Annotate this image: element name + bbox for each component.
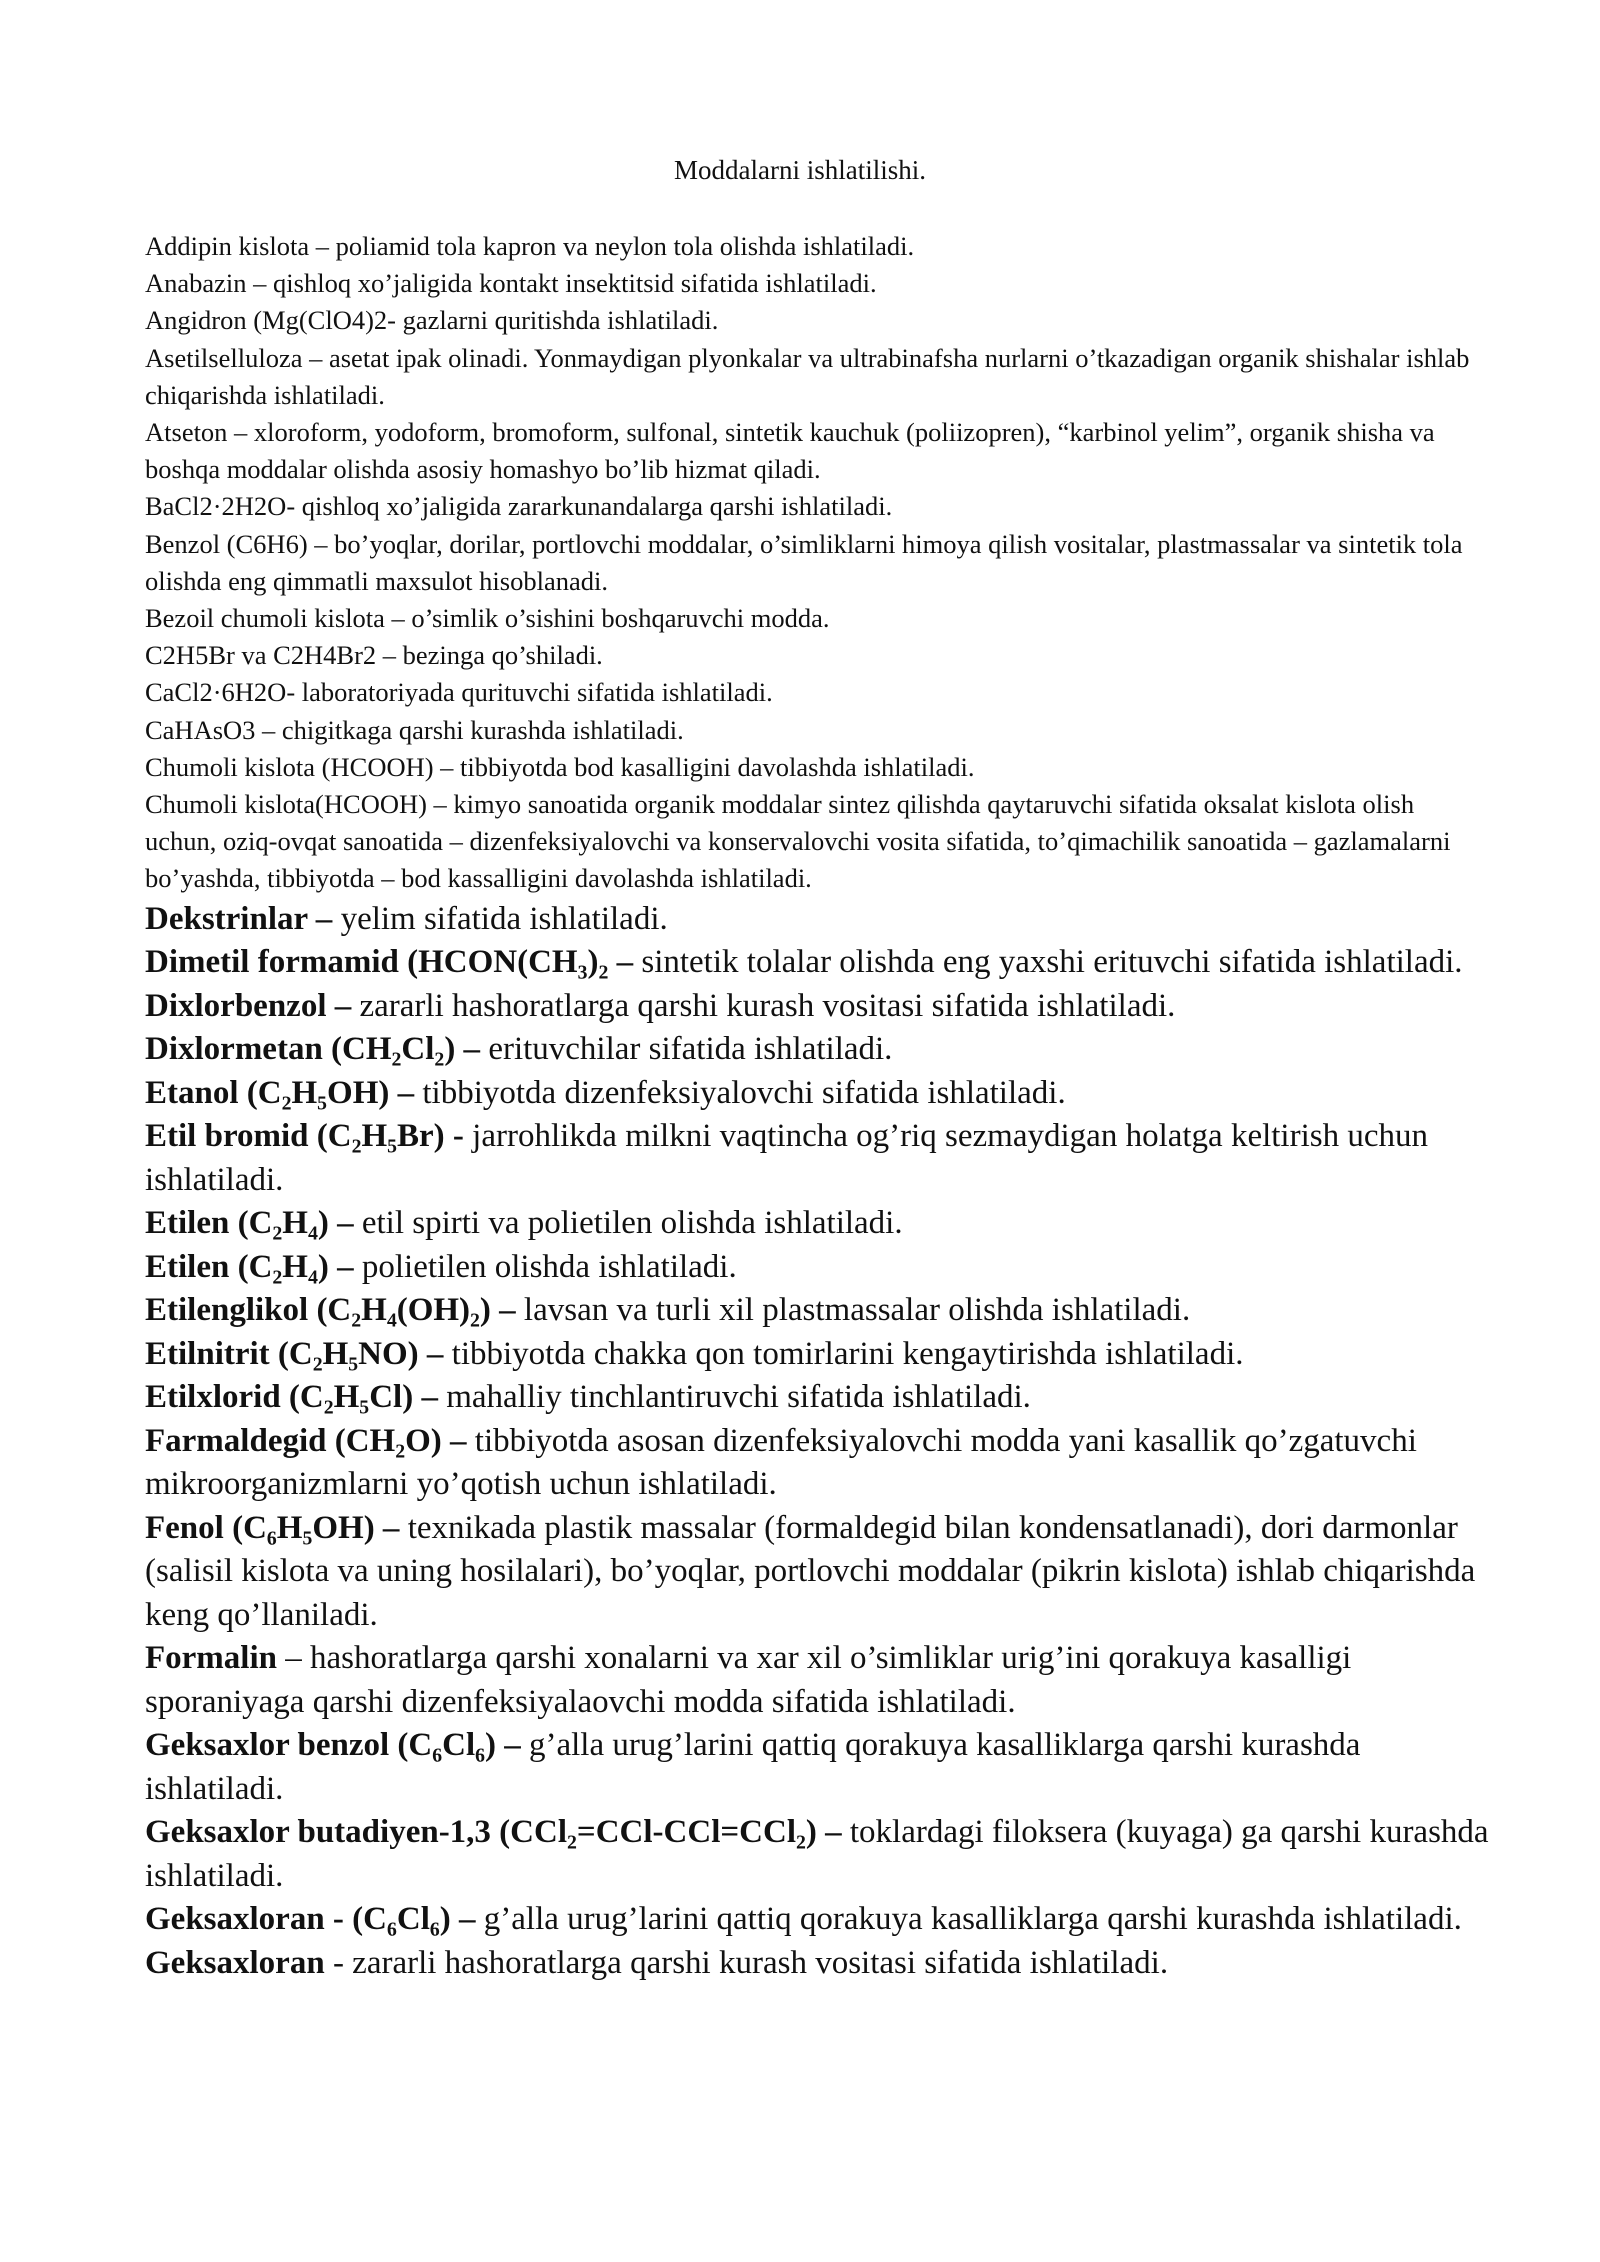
entry-term: Etilen (C₂H₄) – bbox=[145, 1205, 354, 1242]
entry-anabazin: Anabazin – qishloq xo’jaligida kontakt insektitsid sifatida ishlatiladi. bbox=[145, 268, 877, 299]
entry-term: Etilenglikol (C₂H₄(OH)₂) – bbox=[145, 1292, 516, 1329]
entry-geksaxlor-benzol bbox=[145, 1724, 1490, 1811]
entry-term: Geksaxloran bbox=[145, 1944, 325, 1981]
entry-text: tibbiyotda asosan dizenfeksiyalovchi modda yani kasallik qo’zgatuvchi mikroorganizmlarni yo’qotish uchun ishlatiladi. bbox=[145, 1422, 1417, 1503]
document-body bbox=[145, 228, 1490, 1985]
entry-benzol: Benzol (C6H6) – bo’yoqlar, dorilar, portlovchi moddalar, o’simliklarni himoya qilish vositalar, plastmassalar va sintetik tola olishda eng qimmatli maxsulot hisoblanadi. bbox=[145, 528, 1463, 596]
entry-text: yelim sifatida ishlatiladi. bbox=[332, 900, 668, 937]
entry-bezoil: Bezoil chumoli kislota – o’simlik o’sishini boshqaruvchi modda. bbox=[145, 603, 830, 634]
entry-etilnitrit bbox=[145, 1333, 1490, 1377]
entry-formalin bbox=[145, 1637, 1490, 1724]
entry-dixlormetan bbox=[145, 1028, 1490, 1072]
entry-term: Dimetil formamid (HCON(CH₃)₂ – bbox=[145, 944, 634, 981]
entry-text: g’alla urug’larini qattiq qorakuya kasalliklarga qarshi kurashda ishlatiladi. bbox=[475, 1901, 1462, 1938]
entry-text: erituvchilar sifatida ishlatiladi. bbox=[480, 1031, 893, 1068]
entry-term: Formalin bbox=[145, 1640, 277, 1677]
entry-text: tibbiyotda dizenfeksiyalovchi sifatida ishlatiladi. bbox=[414, 1074, 1066, 1111]
entry-geksaxlor-butadiyen bbox=[145, 1811, 1490, 1898]
entry-geksaxloran-2 bbox=[145, 1942, 1490, 1986]
entry-atseton: Atseton – xloroform, yodoform, bromoform, sulfonal, sintetik kauchuk (poliizopren), “karbinol yelim”, organik shisha va boshqa moddalar olishda asosiy homashyo bo’lib hizmat qiladi. bbox=[145, 417, 1435, 485]
entry-text: mahalliy tinchlantiruvchi sifatida ishlatiladi. bbox=[437, 1379, 1031, 1416]
entry-fenol bbox=[145, 1507, 1490, 1638]
entry-addipin: Addipin kislota – poliamid tola kapron va neylon tola olishda ishlatiladi. bbox=[145, 231, 915, 261]
entry-term: Etilen (C₂H₄) – bbox=[145, 1248, 354, 1285]
entry-term: Geksaxlor butadiyen-1,3 (CCl₂=CCl-CCl=CCl₂) – bbox=[145, 1814, 842, 1851]
entry-text: – hashoratlarga qarshi xonalarni va xar xil o’simliklar urig’ini qorakuya kasalligi sporaniyaga qarshi dizenfeksiyalaovchi modda sifatida ishlatiladi. bbox=[145, 1640, 1352, 1720]
entry-term: Dekstrinlar – bbox=[145, 900, 333, 937]
entry-etilenglikol bbox=[145, 1289, 1490, 1333]
entry-farmaldegid bbox=[145, 1420, 1490, 1507]
entry-dekstrinlar bbox=[145, 898, 1490, 942]
entry-text: zararli hashoratlarga qarshi kurash vositasi sifatida ishlatiladi. bbox=[351, 987, 1176, 1024]
entry-term: Etil bromid (C₂H₅Br) - bbox=[145, 1118, 464, 1155]
entry-cahaso3: CaHAsO3 – chigitkaga qarshi kurashda ishlatiladi. bbox=[145, 714, 684, 745]
entry-asetilselluloza: Asetilselluloza – asetat ipak olinadi. Yonmaydigan plyonkalar va ultrabinafsha nurlarni o’tkazadigan organik shishalar ishlab chiqarishda ishlatiladi. bbox=[145, 342, 1470, 410]
entry-text: tibbiyotda chakka qon tomirlarini kengaytirishda ishlatiladi. bbox=[443, 1335, 1244, 1372]
entry-chumoli-1: Chumoli kislota (HCOOH) – tibbiyotda bod kasalligini davolashda ishlatiladi. bbox=[145, 751, 975, 782]
entry-etil-bromid bbox=[145, 1115, 1490, 1202]
entry-cacl2: CaCl2·6H2O- laboratoriyada qurituvchi sifatida ishlatiladi. bbox=[145, 677, 773, 708]
small-entries bbox=[145, 228, 1490, 898]
entry-term: Etanol (C₂H₅OH) – bbox=[145, 1074, 415, 1111]
entry-text: jarrohlikda milkni vaqtincha og’riq sezmaydigan holatga keltirish uchun ishlatiladi. bbox=[145, 1118, 1428, 1198]
entry-term: Geksaxlor benzol (C₆Cl₆) – bbox=[145, 1727, 521, 1764]
entry-text: toklardagi filoksera (kuyaga) ga qarshi kurashda ishlatiladi. bbox=[145, 1814, 1489, 1894]
entry-etilen-1 bbox=[145, 1202, 1490, 1246]
entry-chumoli-2: Chumoli kislota(HCOOH) – kimyo sanoatida organik moddalar sintez qilishda qaytaruvchi sifatida oksalat kislota olish uchun, oziq-ovqat sanoatida – dizenfeksiyalovchi va konservalovchi vosita sifatida, to’qimachilik sanoatida – gazlamalarni bo’yashda, tibbiyotda – bod kassalligini davolashda ishlatiladi. bbox=[145, 789, 1451, 894]
entry-text: lavsan va turli xil plastmassalar olishda ishlatiladi. bbox=[515, 1292, 1191, 1329]
entry-c2h5br: C2H5Br va C2H4Br2 – bezinga qo’shiladi. bbox=[145, 640, 603, 671]
large-entries bbox=[145, 898, 1490, 1986]
entry-text: etil spirti va polietilen olishda ishlatiladi. bbox=[353, 1205, 903, 1242]
entry-angidron: Angidron (Mg(ClO4)2- gazlarni quritishda ishlatiladi. bbox=[145, 305, 719, 336]
entry-text: polietilen olishda ishlatiladi. bbox=[353, 1248, 737, 1285]
entry-text: - zararli hashoratlarga qarshi kurash vositasi sifatida ishlatiladi. bbox=[324, 1944, 1169, 1981]
entry-term: Geksaxloran - (C₆Cl₆) – bbox=[145, 1901, 476, 1938]
entry-dixlorbenzol bbox=[145, 985, 1490, 1029]
entry-text: texnikada plastik massalar (formaldegid bilan kondensatlanadi), dori darmonlar (salisil kislota va uning hosilalari), bo’yoqlar, portlovchi moddalar (pikrin kislota) ishlab chiqarishda keng qo’llaniladi. bbox=[145, 1509, 1476, 1633]
entry-etilxlorid bbox=[145, 1376, 1490, 1420]
entry-text: g’alla urug’larini qattiq qorakuya kasalliklarga qarshi kurashda ishlatiladi. bbox=[145, 1727, 1361, 1807]
entry-etanol bbox=[145, 1072, 1490, 1116]
entry-geksaxloran-1 bbox=[145, 1898, 1490, 1942]
entry-term: Etilnitrit (C₂H₅NO) – bbox=[145, 1335, 444, 1372]
entry-text: sintetik tolalar olishda eng yaxshi erituvchi sifatida ishlatiladi. bbox=[633, 944, 1463, 981]
entry-term: Etilxlorid (C₂H₅Cl) – bbox=[145, 1379, 438, 1416]
entry-term: Dixlormetan (CH₂Cl₂) – bbox=[145, 1031, 481, 1068]
entry-term: Farmaldegid (CH₂O) – bbox=[145, 1422, 467, 1459]
entry-etilen-2 bbox=[145, 1246, 1490, 1290]
entry-bacl2: BaCl2·2H2O- qishloq xo’jaligida zararkunandalarga qarshi ishlatiladi. bbox=[145, 491, 893, 522]
entry-dimetil-formamid bbox=[145, 941, 1490, 985]
entry-term: Dixlorbenzol – bbox=[145, 987, 352, 1024]
entry-term: Fenol (C₆H₅OH) – bbox=[145, 1509, 400, 1546]
page-title: Moddalarni ishlatilishi. bbox=[674, 155, 926, 185]
